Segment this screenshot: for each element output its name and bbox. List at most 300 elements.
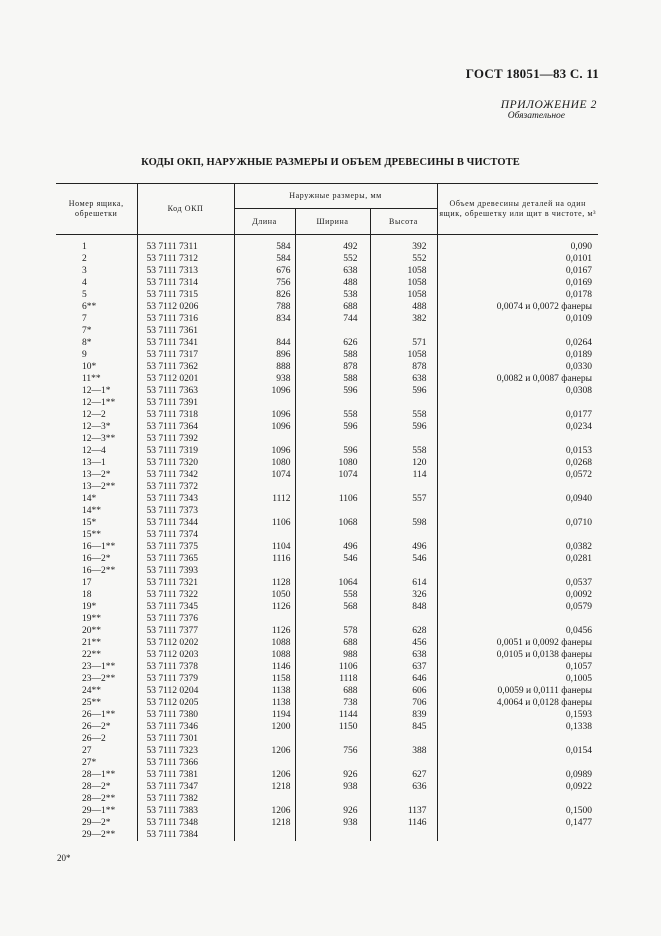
cell-okp-code: 53 7111 7343 (137, 493, 234, 505)
cell-length: 1096 (234, 445, 295, 457)
cell-volume: 0,0330 (437, 361, 598, 373)
cell-box-number: 28—1** (82, 770, 116, 780)
cell-okp-code: 53 7111 7311 (137, 241, 234, 253)
table-row (56, 649, 598, 661)
cell-okp-code: 53 7111 7346 (137, 721, 234, 733)
cell-height: 496 (370, 541, 437, 553)
cell-height: 1137 (370, 805, 437, 817)
cell-width: 1068 (295, 517, 370, 529)
cell-length (234, 613, 295, 625)
cell-length: 1126 (234, 601, 295, 613)
table-row (56, 793, 598, 805)
cell-okp-code: 53 7112 0202 (137, 637, 234, 649)
cell-volume: 0,0177 (437, 409, 598, 421)
cell-volume: 0,0989 (437, 769, 598, 781)
cell-okp-code: 53 7111 7319 (137, 445, 234, 457)
cell-box-number: 6** (82, 302, 97, 312)
cell-width: 1106 (295, 493, 370, 505)
cell-width: 1080 (295, 457, 370, 469)
cell-box-number: 5 (82, 290, 87, 300)
cell-okp-code: 53 7111 7320 (137, 457, 234, 469)
cell-box-number: 17 (82, 578, 92, 588)
cell-volume: 0,0059 и 0,0111 фанеры (437, 685, 598, 697)
cell-okp-code: 53 7112 0201 (137, 373, 234, 385)
cell-width: 744 (295, 313, 370, 325)
cell-volume: 0,0154 (437, 745, 598, 757)
cell-length (234, 733, 295, 745)
cell-length: 1088 (234, 649, 295, 661)
cell-okp-code: 53 7112 0205 (137, 697, 234, 709)
cell-box-number: 20** (82, 626, 101, 636)
table-row (56, 805, 598, 817)
table-row (56, 469, 598, 481)
cell-volume (437, 481, 598, 493)
cell-okp-code: 53 7111 7363 (137, 385, 234, 397)
cell-height (370, 829, 437, 841)
cell-okp-code: 53 7111 7362 (137, 361, 234, 373)
cell-okp-code: 53 7111 7381 (137, 769, 234, 781)
cell-height: 114 (370, 469, 437, 481)
cell-volume (437, 325, 598, 337)
cell-height: 627 (370, 769, 437, 781)
cell-volume (437, 733, 598, 745)
cell-length: 1206 (234, 769, 295, 781)
cell-volume (437, 505, 598, 517)
cell-length: 1096 (234, 409, 295, 421)
cell-okp-code: 53 7111 7301 (137, 733, 234, 745)
cell-volume: 0,0281 (437, 553, 598, 565)
cell-volume: 0,1593 (437, 709, 598, 721)
cell-height: 392 (370, 241, 437, 253)
cell-volume: 0,0537 (437, 577, 598, 589)
cell-height: 638 (370, 649, 437, 661)
cell-okp-code: 53 7111 7377 (137, 625, 234, 637)
cell-width: 738 (295, 697, 370, 709)
cell-height: 606 (370, 685, 437, 697)
table-row (56, 685, 598, 697)
cell-length (234, 325, 295, 337)
cell-width (295, 565, 370, 577)
cell-length: 676 (234, 265, 295, 277)
table-row (56, 661, 598, 673)
cell-height: 456 (370, 637, 437, 649)
cell-box-number: 14* (82, 494, 97, 504)
header-outer-dimensions: Наружные размеры, мм (234, 184, 437, 209)
cell-volume: 0,0572 (437, 469, 598, 481)
cell-volume: 0,0308 (437, 385, 598, 397)
cell-length: 584 (234, 241, 295, 253)
cell-width: 1064 (295, 577, 370, 589)
cell-length (234, 757, 295, 769)
cell-box-number: 12—4 (82, 446, 106, 456)
cell-length: 1050 (234, 589, 295, 601)
cell-box-number: 26—2* (82, 722, 111, 732)
cell-width (295, 481, 370, 493)
appendix-label: ПРИЛОЖЕНИЕ 2 (500, 99, 597, 111)
cell-volume: 0,0268 (437, 457, 598, 469)
cell-length: 1200 (234, 721, 295, 733)
table-row (56, 289, 598, 301)
cell-width: 488 (295, 277, 370, 289)
header-okp-code: Код ОКП (137, 184, 234, 235)
cell-box-number: 16—2* (82, 554, 111, 564)
cell-okp-code: 53 7111 7365 (137, 553, 234, 565)
header-width: Ширина (295, 209, 370, 235)
cell-okp-code: 53 7111 7373 (137, 505, 234, 517)
cell-box-number: 12—1** (82, 398, 116, 408)
cell-length: 1138 (234, 685, 295, 697)
cell-box-number: 16—2** (82, 566, 116, 576)
cell-width (295, 793, 370, 805)
cell-height: 1146 (370, 817, 437, 829)
cell-height: 596 (370, 385, 437, 397)
cell-box-number: 2 (82, 254, 87, 264)
cell-width: 578 (295, 625, 370, 637)
cell-box-number: 12—3* (82, 422, 111, 432)
cell-length (234, 505, 295, 517)
cell-width: 496 (295, 541, 370, 553)
cell-width: 546 (295, 553, 370, 565)
cell-okp-code: 53 7112 0204 (137, 685, 234, 697)
cell-width: 688 (295, 685, 370, 697)
cell-volume: 0,0169 (437, 277, 598, 289)
cell-height: 646 (370, 673, 437, 685)
cell-volume: 0,0456 (437, 625, 598, 637)
cell-box-number: 8* (82, 338, 92, 348)
cell-okp-code: 53 7111 7380 (137, 709, 234, 721)
cell-height: 598 (370, 517, 437, 529)
cell-okp-code: 53 7111 7375 (137, 541, 234, 553)
cell-height: 1058 (370, 265, 437, 277)
cell-volume: 0,1500 (437, 805, 598, 817)
table-row (56, 457, 598, 469)
cell-box-number: 24** (82, 686, 101, 696)
cell-volume: 0,0710 (437, 517, 598, 529)
table-row (56, 745, 598, 757)
cell-width: 588 (295, 373, 370, 385)
cell-okp-code: 53 7111 7323 (137, 745, 234, 757)
table-row (56, 529, 598, 541)
cell-width: 688 (295, 301, 370, 313)
cell-width (295, 757, 370, 769)
table-row (56, 325, 598, 337)
cell-height (370, 325, 437, 337)
cell-okp-code: 53 7111 7314 (137, 277, 234, 289)
cell-height: 558 (370, 409, 437, 421)
table-row (56, 505, 598, 517)
cell-width: 492 (295, 241, 370, 253)
table-row (56, 385, 598, 397)
cell-width: 558 (295, 409, 370, 421)
cell-height: 839 (370, 709, 437, 721)
cell-okp-code: 53 7111 7393 (137, 565, 234, 577)
cell-length: 1218 (234, 781, 295, 793)
cell-volume: 0,0109 (437, 313, 598, 325)
cell-length: 1116 (234, 553, 295, 565)
cell-height: 571 (370, 337, 437, 349)
cell-width: 938 (295, 817, 370, 829)
cell-box-number: 7 (82, 314, 87, 324)
cell-okp-code: 53 7111 7312 (137, 253, 234, 265)
cell-box-number: 27* (82, 758, 97, 768)
cell-okp-code: 53 7111 7348 (137, 817, 234, 829)
cell-height: 878 (370, 361, 437, 373)
cell-height: 636 (370, 781, 437, 793)
cell-volume (437, 829, 598, 841)
cell-height (370, 757, 437, 769)
cell-length (234, 397, 295, 409)
cell-length: 1088 (234, 637, 295, 649)
cell-length (234, 481, 295, 493)
cell-height: 1058 (370, 277, 437, 289)
cell-height: 706 (370, 697, 437, 709)
cell-height (370, 505, 437, 517)
cell-width (295, 829, 370, 841)
cell-volume (437, 793, 598, 805)
cell-width: 596 (295, 445, 370, 457)
cell-length: 834 (234, 313, 295, 325)
cell-box-number: 13—1 (82, 458, 106, 468)
cell-height: 614 (370, 577, 437, 589)
cell-length (234, 565, 295, 577)
cell-length: 1104 (234, 541, 295, 553)
table-row (56, 301, 598, 313)
cell-length: 1138 (234, 697, 295, 709)
header-height: Высота (370, 209, 437, 235)
cell-length: 1206 (234, 805, 295, 817)
table-row (56, 433, 598, 445)
table-row (56, 709, 598, 721)
cell-box-number: 13—2** (82, 482, 116, 492)
cell-height: 326 (370, 589, 437, 601)
cell-volume: 0,090 (437, 241, 598, 253)
cell-box-number: 15* (82, 518, 97, 528)
cell-length: 1126 (234, 625, 295, 637)
header-box-number: Номер ящика, обрешетки (68, 199, 124, 218)
cell-volume: 0,0082 и 0,0087 фанеры (437, 373, 598, 385)
cell-length (234, 793, 295, 805)
cell-length: 1096 (234, 385, 295, 397)
table-row (56, 817, 598, 829)
cell-height: 638 (370, 373, 437, 385)
cell-height (370, 793, 437, 805)
cell-length: 1158 (234, 673, 295, 685)
cell-box-number: 28—2** (82, 794, 116, 804)
table-row (56, 361, 598, 373)
cell-okp-code: 53 7111 7361 (137, 325, 234, 337)
cell-box-number: 12—3** (82, 434, 116, 444)
cell-length: 1074 (234, 469, 295, 481)
cell-okp-code: 53 7111 7322 (137, 589, 234, 601)
cell-height (370, 613, 437, 625)
table-row (56, 721, 598, 733)
cell-okp-code: 53 7111 7376 (137, 613, 234, 625)
cell-box-number: 25** (82, 698, 101, 708)
cell-length: 1218 (234, 817, 295, 829)
cell-height (370, 733, 437, 745)
cell-okp-code: 53 7111 7318 (137, 409, 234, 421)
table-row (56, 613, 598, 625)
cell-box-number: 7* (82, 326, 92, 336)
table-row (56, 553, 598, 565)
table-row (56, 445, 598, 457)
cell-okp-code: 53 7111 7341 (137, 337, 234, 349)
cell-volume: 0,1338 (437, 721, 598, 733)
cell-height: 1058 (370, 289, 437, 301)
cell-box-number: 19* (82, 602, 97, 612)
cell-volume: 0,0382 (437, 541, 598, 553)
cell-volume (437, 397, 598, 409)
table-row (56, 373, 598, 385)
cell-width: 1150 (295, 721, 370, 733)
cell-box-number: 12—1* (82, 386, 111, 396)
table-row (56, 421, 598, 433)
cell-width: 558 (295, 589, 370, 601)
cell-height: 845 (370, 721, 437, 733)
table-row (56, 697, 598, 709)
cell-width (295, 613, 370, 625)
cell-width: 596 (295, 385, 370, 397)
cell-volume: 0,0922 (437, 781, 598, 793)
cell-box-number: 14** (82, 506, 101, 516)
cell-volume (437, 613, 598, 625)
cell-volume: 0,0264 (437, 337, 598, 349)
cell-width: 568 (295, 601, 370, 613)
cell-box-number: 13—2* (82, 470, 111, 480)
table-row (56, 349, 598, 361)
cell-width: 588 (295, 349, 370, 361)
cell-volume: 0,1057 (437, 661, 598, 673)
table-row (56, 589, 598, 601)
table-row (56, 781, 598, 793)
cell-box-number: 11** (82, 374, 101, 384)
table-row (56, 577, 598, 589)
cell-height: 557 (370, 493, 437, 505)
table-row (56, 337, 598, 349)
table-row (56, 673, 598, 685)
cell-length: 844 (234, 337, 295, 349)
cell-height: 628 (370, 625, 437, 637)
cell-height: 596 (370, 421, 437, 433)
cell-okp-code: 53 7111 7315 (137, 289, 234, 301)
cell-width: 878 (295, 361, 370, 373)
cell-box-number: 26—2 (82, 734, 106, 744)
cell-volume: 0,0189 (437, 349, 598, 361)
cell-okp-code: 53 7111 7316 (137, 313, 234, 325)
cell-okp-code: 53 7111 7364 (137, 421, 234, 433)
table-row (56, 277, 598, 289)
cell-width: 926 (295, 805, 370, 817)
cell-volume (437, 565, 598, 577)
cell-length: 1194 (234, 709, 295, 721)
header-volume: Объем древесины деталей на один ящик, обрешетку или щит в чистоте, м³ (437, 184, 598, 235)
table-row (56, 769, 598, 781)
table-row (56, 601, 598, 613)
cell-okp-code: 53 7111 7313 (137, 265, 234, 277)
cell-width: 938 (295, 781, 370, 793)
cell-box-number: 23—2** (82, 674, 116, 684)
cell-length: 1146 (234, 661, 295, 673)
cell-height (370, 481, 437, 493)
cell-box-number: 16—1** (82, 542, 116, 552)
cell-volume (437, 433, 598, 445)
cell-width: 1106 (295, 661, 370, 673)
cell-width (295, 505, 370, 517)
cell-width: 596 (295, 421, 370, 433)
cell-width (295, 397, 370, 409)
table-row (56, 829, 598, 841)
cell-volume: 0,0074 и 0,0072 фанеры (437, 301, 598, 313)
cell-okp-code: 53 7111 7317 (137, 349, 234, 361)
cell-width (295, 529, 370, 541)
cell-volume: 0,1477 (437, 817, 598, 829)
cell-volume: 0,0940 (437, 493, 598, 505)
page-header: ГОСТ 18051—83 С. 11 (465, 66, 599, 81)
cell-box-number: 21** (82, 638, 101, 648)
table-row (56, 541, 598, 553)
cell-height: 382 (370, 313, 437, 325)
cell-width: 538 (295, 289, 370, 301)
cell-okp-code: 53 7111 7379 (137, 673, 234, 685)
cell-box-number: 29—1** (82, 806, 116, 816)
cell-okp-code: 53 7111 7391 (137, 397, 234, 409)
cell-okp-code: 53 7112 0203 (137, 649, 234, 661)
cell-height: 546 (370, 553, 437, 565)
table-row (56, 493, 598, 505)
cell-box-number: 4 (82, 278, 87, 288)
cell-length: 1112 (234, 493, 295, 505)
table-row (56, 733, 598, 745)
cell-length: 1128 (234, 577, 295, 589)
cell-length: 756 (234, 277, 295, 289)
cell-box-number: 12—2 (82, 410, 106, 420)
cell-width (295, 325, 370, 337)
cell-width: 1144 (295, 709, 370, 721)
cell-okp-code: 53 7111 7382 (137, 793, 234, 805)
table-row (56, 265, 598, 277)
cell-okp-code: 53 7111 7344 (137, 517, 234, 529)
cell-okp-code: 53 7111 7392 (137, 433, 234, 445)
cell-length: 1206 (234, 745, 295, 757)
cell-okp-code: 53 7111 7374 (137, 529, 234, 541)
cell-width (295, 433, 370, 445)
cell-volume: 0,0234 (437, 421, 598, 433)
cell-height: 848 (370, 601, 437, 613)
cell-volume: 0,0153 (437, 445, 598, 457)
cell-box-number: 10* (82, 362, 97, 372)
cell-volume: 0,1005 (437, 673, 598, 685)
table-row (56, 313, 598, 325)
cell-box-number: 26—1** (82, 710, 116, 720)
cell-height: 120 (370, 457, 437, 469)
cell-okp-code: 53 7111 7321 (137, 577, 234, 589)
cell-length: 788 (234, 301, 295, 313)
table-row (56, 637, 598, 649)
cell-okp-code: 53 7111 7347 (137, 781, 234, 793)
cell-height: 488 (370, 301, 437, 313)
cell-volume: 0,0167 (437, 265, 598, 277)
table-row (56, 253, 598, 265)
cell-height (370, 565, 437, 577)
cell-okp-code: 53 7111 7372 (137, 481, 234, 493)
cell-height: 558 (370, 445, 437, 457)
cell-height: 388 (370, 745, 437, 757)
cell-width: 638 (295, 265, 370, 277)
cell-length: 1080 (234, 457, 295, 469)
cell-okp-code: 53 7111 7383 (137, 805, 234, 817)
cell-box-number: 22** (82, 650, 101, 660)
cell-box-number: 29—2* (82, 818, 111, 828)
